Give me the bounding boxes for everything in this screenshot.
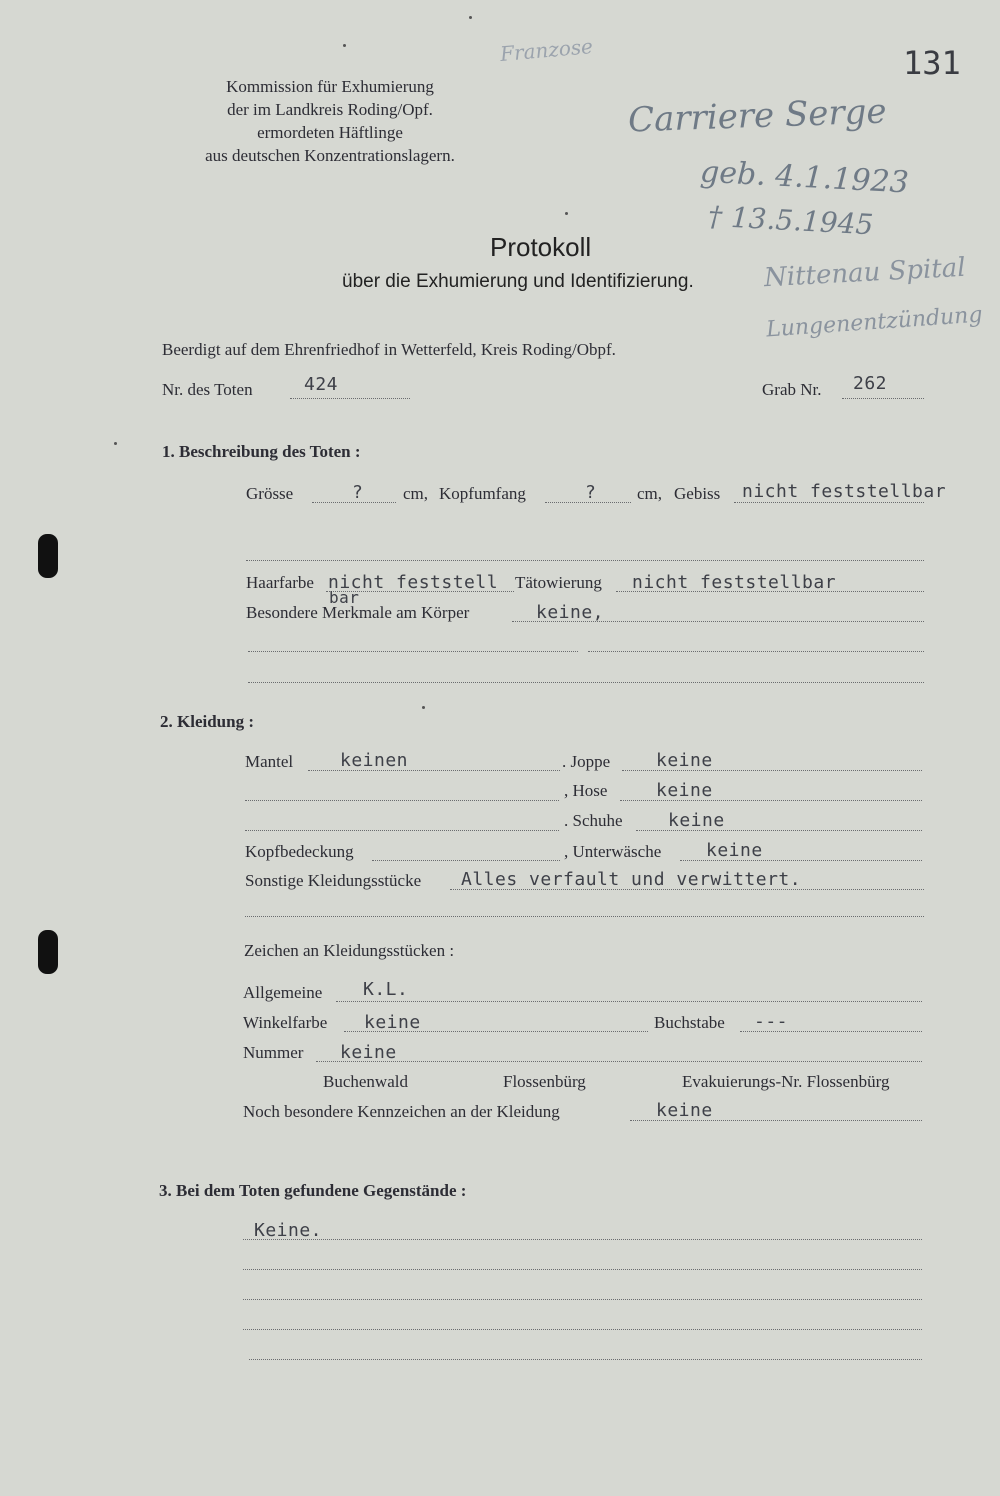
- gebiss-label: Gebiss: [674, 484, 721, 503]
- joppe-label: . Joppe: [562, 752, 611, 771]
- nummer-label: Nummer: [243, 1043, 304, 1062]
- dead-number-value: 424: [304, 374, 339, 395]
- dead-number-label: Nr. des Toten: [162, 380, 253, 399]
- allgemeine-label: Allgemeine: [243, 983, 323, 1002]
- gegenstaende-value: Keine.: [254, 1220, 323, 1241]
- groesse-label: Grösse: [246, 484, 294, 503]
- paper-speck: [565, 212, 568, 215]
- kopfumfang-value: ?: [585, 482, 597, 503]
- winkelfarbe-label: Winkelfarbe: [243, 1013, 328, 1032]
- header-line-3: ermordeten Häftlinge: [257, 123, 403, 142]
- besondere-kennzeichen-value: keine: [656, 1100, 713, 1121]
- paper-speck: [114, 442, 117, 445]
- handwritten-cause: Lungenentzündung: [765, 302, 984, 343]
- cm-label-1: cm,: [403, 484, 429, 503]
- burial-label: Beerdigt auf dem Ehrenfriedhof in Wetterfeld, Kreis Roding/Obpf.: [162, 340, 616, 359]
- mantel-label: Mantel: [245, 752, 294, 771]
- header-line-4: aus deutschen Konzentrationslagern.: [205, 146, 455, 165]
- sonstige-value: Alles verfault und verwittert.: [461, 869, 802, 890]
- column-buchenwald: Buchenwald: [323, 1072, 408, 1091]
- haarfarbe-value: nicht feststell: [328, 572, 499, 593]
- grave-value: 262: [853, 373, 888, 394]
- paper-speck: [469, 16, 472, 19]
- nummer-value: keine: [340, 1042, 397, 1063]
- handwritten-birth: geb. 4.1.1923: [699, 154, 910, 201]
- hose-label: , Hose: [564, 781, 608, 800]
- winkelfarbe-value: keine: [364, 1012, 421, 1033]
- section3-heading: 3. Bei dem Toten gefundene Gegenstände :: [159, 1181, 467, 1200]
- sonstige-label: Sonstige Kleidungsstücke: [245, 871, 422, 890]
- paper-speck: [422, 706, 425, 709]
- page-number: 131: [903, 44, 961, 82]
- unterwaesche-label: , Unterwäsche: [564, 842, 662, 861]
- schuhe-value: keine: [668, 810, 725, 831]
- merkmale-label: Besondere Merkmale am Körper: [246, 603, 470, 622]
- handwritten-name: Carriere Serge: [627, 91, 888, 141]
- section2-heading: 2. Kleidung :: [160, 712, 254, 731]
- groesse-value: ?: [352, 482, 364, 503]
- handwritten-nationality: Franzose: [499, 33, 594, 67]
- kopfbedeckung-label: Kopfbedeckung: [245, 842, 354, 861]
- buchstabe-value: ---: [754, 1011, 789, 1032]
- grave-label: Grab Nr.: [762, 380, 822, 399]
- allgemeine-value: K.L.: [363, 979, 409, 1000]
- column-evakuierung: Evakuierungs-Nr. Flossenbürg: [682, 1072, 890, 1091]
- unterwaesche-value: keine: [706, 840, 763, 861]
- section1-heading: 1. Beschreibung des Toten :: [162, 442, 361, 461]
- cm-label-2: cm,: [637, 484, 663, 503]
- haarfarbe-label: Haarfarbe: [246, 573, 314, 592]
- taetowierung-value: nicht feststellbar: [632, 572, 837, 593]
- punch-hole-top: [38, 534, 58, 578]
- header-line-1: Kommission für Exhumierung: [226, 77, 434, 96]
- kopfumfang-label: Kopfumfang: [439, 484, 526, 503]
- joppe-value: keine: [656, 750, 713, 771]
- column-flossenbuerg: Flossenbürg: [503, 1072, 586, 1091]
- zeichen-label: Zeichen an Kleidungsstücken :: [244, 941, 455, 960]
- document-title: Protokoll: [490, 232, 592, 262]
- hose-value: keine: [656, 780, 713, 801]
- paper-speck: [343, 44, 346, 47]
- besondere-kennzeichen-label: Noch besondere Kennzeichen an der Kleidung: [243, 1102, 560, 1121]
- handwritten-death: † 13.5.1945: [707, 199, 875, 242]
- punch-hole-bottom: [38, 930, 58, 974]
- mantel-value: keinen: [340, 750, 409, 771]
- header-line-2: der im Landkreis Roding/Opf.: [227, 100, 433, 119]
- taetowierung-label: Tätowierung: [515, 573, 602, 592]
- handwritten-place: Nittenau Spital: [763, 252, 967, 294]
- gebiss-value: nicht feststellbar: [742, 481, 947, 502]
- haarfarbe-value-continued: bar: [329, 588, 360, 607]
- document-subtitle: über die Exhumierung und Identifizierung.: [342, 271, 694, 292]
- schuhe-label: . Schuhe: [564, 811, 623, 830]
- buchstabe-label: Buchstabe: [654, 1013, 725, 1032]
- merkmale-value: keine,: [536, 602, 605, 623]
